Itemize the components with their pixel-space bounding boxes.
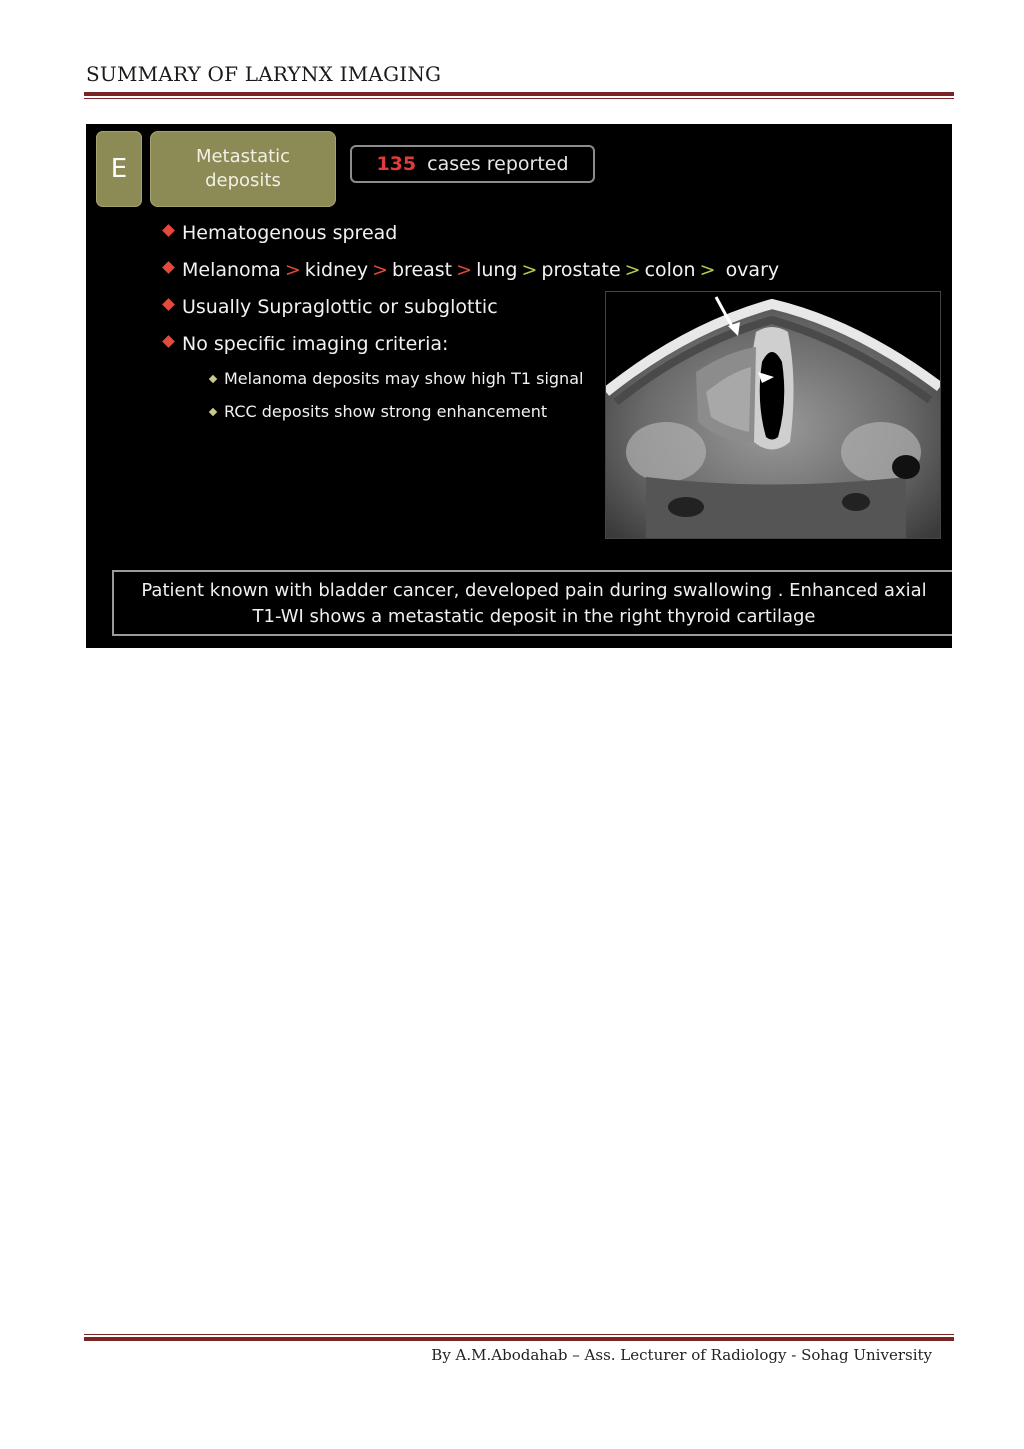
cases-label: cases reported	[427, 153, 569, 175]
cases-number: 135	[376, 153, 417, 175]
header-rule	[84, 92, 954, 99]
greater-than-icon: >	[372, 259, 388, 281]
bullet-item	[162, 220, 862, 257]
greater-than-icon: >	[624, 259, 641, 281]
sub-bullet-diamond-icon	[209, 408, 217, 416]
footer-rule	[84, 1334, 954, 1341]
order-item: colon	[644, 259, 696, 281]
order-item: lung	[476, 259, 518, 281]
order-item: kidney	[304, 259, 369, 281]
greater-than-icon: >	[521, 259, 538, 281]
sub-bullet-text: RCC deposits show strong enhancement	[224, 402, 548, 421]
slide-image	[86, 124, 952, 648]
greater-than-icon: >	[699, 259, 716, 281]
bullet-diamond-icon	[162, 298, 175, 311]
order-item: Melanoma	[182, 259, 281, 281]
bullet-diamond-icon	[162, 335, 175, 348]
bullet-text: Hematogenous spread	[182, 222, 398, 244]
order-item: prostate	[541, 259, 621, 281]
caption-line-1: Patient known with bladder cancer, developed pain during swallowing . Enhanced axial	[141, 580, 927, 601]
sub-bullet-diamond-icon	[209, 375, 217, 383]
bullet-diamond-icon	[162, 224, 175, 237]
topic-box	[150, 131, 336, 207]
greater-than-icon: >	[456, 259, 473, 281]
bullet-text: No specific imaging criteria:	[182, 333, 449, 355]
bullet-item	[162, 257, 862, 294]
topic-line-1: Metastatic	[195, 146, 291, 167]
sub-bullet-text: Melanoma deposits may show high T1 signal	[224, 369, 584, 388]
bullet-text: Usually Supraglottic or subglottic	[182, 296, 498, 318]
greater-than-icon: >	[284, 259, 301, 281]
page-title: SUMMARY OF LARYNX IMAGING	[86, 62, 442, 86]
footer-credit: By A.M.Abodahab – Ass. Lecturer of Radiology - Sohag University	[431, 1346, 932, 1364]
order-item: breast	[392, 259, 453, 281]
mri-axial-image	[605, 291, 941, 539]
bullet-diamond-icon	[162, 261, 175, 274]
cases-box	[350, 145, 595, 183]
frequency-order	[182, 259, 779, 281]
section-letter: E	[96, 131, 142, 207]
order-item: ovary	[725, 259, 780, 281]
caption-line-2: T1-WI shows a metastatic deposit in the right thyroid cartilage	[252, 606, 816, 627]
topic-line-2: deposits	[205, 170, 281, 191]
figure-caption	[112, 570, 952, 636]
